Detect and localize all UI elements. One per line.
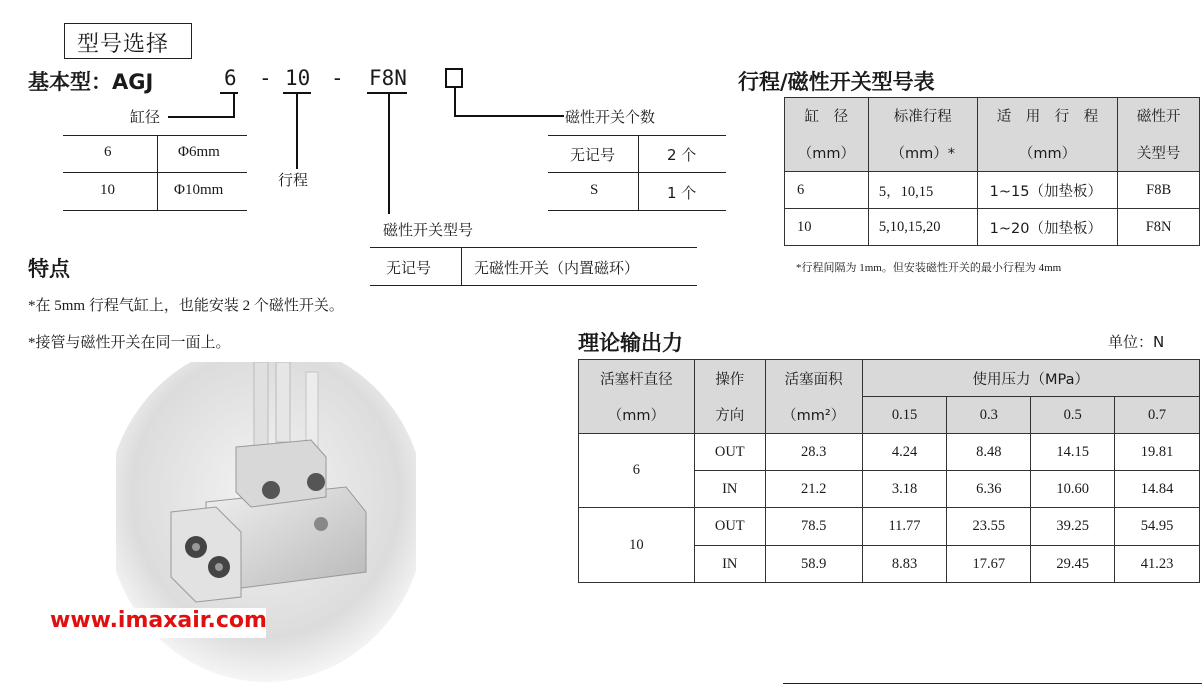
output-header-row [579,397,1200,434]
features-title: 特点 [28,257,70,281]
switch-table-cell: 无记号 [386,259,432,277]
output-pressure-cell: 0.15 [862,397,947,434]
output-header-cell: 方向 [694,397,765,434]
output-cell: OUT [694,508,765,546]
output-header-cell: （mm²） [765,397,862,434]
output-cell: 10.60 [1031,471,1115,508]
table-row [579,508,1200,546]
stroke-header-cell: 磁性开 [1118,98,1200,134]
output-cell: 21.2 [765,471,862,508]
output-cell: 3.18 [862,471,947,508]
output-cell: 23.55 [947,508,1031,546]
bore-table-top [63,135,247,136]
output-cell: 14.84 [1115,471,1200,508]
model-select-title-box [64,23,192,59]
output-cell: 78.5 [765,508,862,546]
output-cell: 14.15 [1031,434,1115,471]
table-row [785,172,1200,209]
model-select-title: 型号选择 [77,32,170,57]
feature-item: *在 5mm 行程气缸上，也能安装 2 个磁性开关。 [28,298,344,314]
stroke-header-cell: 关型号 [1118,134,1200,172]
output-bore-cell: 10 [579,508,695,583]
basic-type-label: 基本型：AGJ [28,70,154,94]
output-cell: 54.95 [1115,508,1200,546]
feature-item: *接管与磁性开关在同一面上。 [28,335,231,351]
output-cell: 39.25 [1031,508,1115,546]
output-cell: IN [694,471,765,508]
stroke-cell: 6 [785,172,869,209]
count-table-cell: 2 个 [667,146,697,164]
bottom-rule [783,683,1202,684]
switch-table-cell: 无磁性开关（内置磁环） [474,259,640,277]
bore-label: 缸径 [130,108,161,126]
output-header-cell: 活塞杆直径 [579,360,695,397]
bore-table-cell: 10 [100,182,115,198]
count-table-bottom [548,210,726,211]
output-bore-cell: 6 [579,434,695,508]
watermark-text: www.imaxair.com [50,608,267,633]
bore-table-divider [157,135,158,210]
stroke-cell: F8B [1118,172,1200,209]
stroke-header-cell: 标准行程 [868,98,977,134]
code-bore: 6 [224,66,237,90]
code-dash-1: - [259,66,272,90]
code-switch: F8N [369,66,407,90]
output-cell: 11.77 [862,508,947,546]
stroke-cell: F8N [1118,209,1200,246]
count-table-top [548,135,726,136]
stroke-header-cell: （mm）* [868,134,977,172]
stroke-table-note: *行程间隔为 1mm。但安装磁性开关的最小行程为 4mm [796,262,1062,274]
count-table-divider [638,135,639,210]
switch-model-label: 磁性开关型号 [383,221,474,239]
count-table-cell: S [590,182,599,198]
stroke-label: 行程 [278,171,309,189]
output-table-unit: 单位：N [1108,333,1165,351]
count-table-cell: 1 个 [667,184,697,202]
output-table-title: 理论输出力 [578,331,683,355]
bore-table-bottom [63,210,247,211]
count-table-mid [548,172,726,173]
output-cell: 58.9 [765,546,862,583]
output-pressure-cell: 0.7 [1115,397,1200,434]
switch-leader-v [388,94,390,214]
output-pressure-cell: 0.3 [947,397,1031,434]
output-table [578,359,1200,583]
code-count-box [445,68,463,88]
count-table-cell: 无记号 [570,146,616,164]
count-leader-v [454,88,456,116]
output-cell: 41.23 [1115,546,1200,583]
stroke-cell: 10 [785,209,869,246]
output-pressure-cell: 0.5 [1031,397,1115,434]
output-cell: OUT [694,434,765,471]
code-stroke: 10 [285,66,311,90]
stroke-header-cell: （mm） [977,134,1118,172]
output-cell: 8.83 [862,546,947,583]
output-cell: 17.67 [947,546,1031,583]
bore-leader-h [168,116,235,118]
stroke-table-header-row [785,98,1200,134]
output-header-cell: 操作 [694,360,765,397]
bore-table-cell: Φ10mm [174,182,224,198]
code-dash-2: - [331,66,344,90]
bore-table-cell: Φ6mm [178,144,220,160]
output-header-cell: 使用压力（MPa） [862,360,1199,397]
bore-table-cell: 6 [104,144,112,160]
stroke-cell: 5,10,15,20 [868,209,977,246]
output-header-cell: 活塞面积 [765,360,862,397]
output-cell: 6.36 [947,471,1031,508]
output-header-cell: （mm） [579,397,695,434]
table-row [785,209,1200,246]
stroke-header-cell: 缸 径 [785,98,869,134]
output-cell: IN [694,546,765,583]
output-header-row [579,360,1200,397]
stroke-cell: 1~15（加垫板） [977,172,1118,209]
stroke-leader-v [296,94,298,169]
switch-count-label: 磁性开关个数 [565,108,656,126]
count-leader-h [454,115,564,117]
output-cell: 29.45 [1031,546,1115,583]
output-cell: 8.48 [947,434,1031,471]
switch-table-bottom [370,285,697,286]
code-switch-underline [367,92,407,94]
switch-table-top [370,247,697,248]
stroke-cell: 5，10,15 [868,172,977,209]
stroke-table-title: 行程/磁性开关型号表 [738,70,935,94]
output-cell: 4.24 [862,434,947,471]
stroke-cell: 1~20（加垫板） [977,209,1118,246]
switch-table-divider [461,247,462,285]
stroke-table-header-row [785,134,1200,172]
stroke-header-cell: （mm） [785,134,869,172]
output-cell: 28.3 [765,434,862,471]
bore-leader-v [233,94,235,117]
code-bore-underline [220,92,238,94]
stroke-header-cell: 适 用 行 程 [977,98,1118,134]
table-row [579,434,1200,471]
output-cell: 19.81 [1115,434,1200,471]
bore-table-mid [63,172,247,173]
stroke-table [784,97,1200,246]
